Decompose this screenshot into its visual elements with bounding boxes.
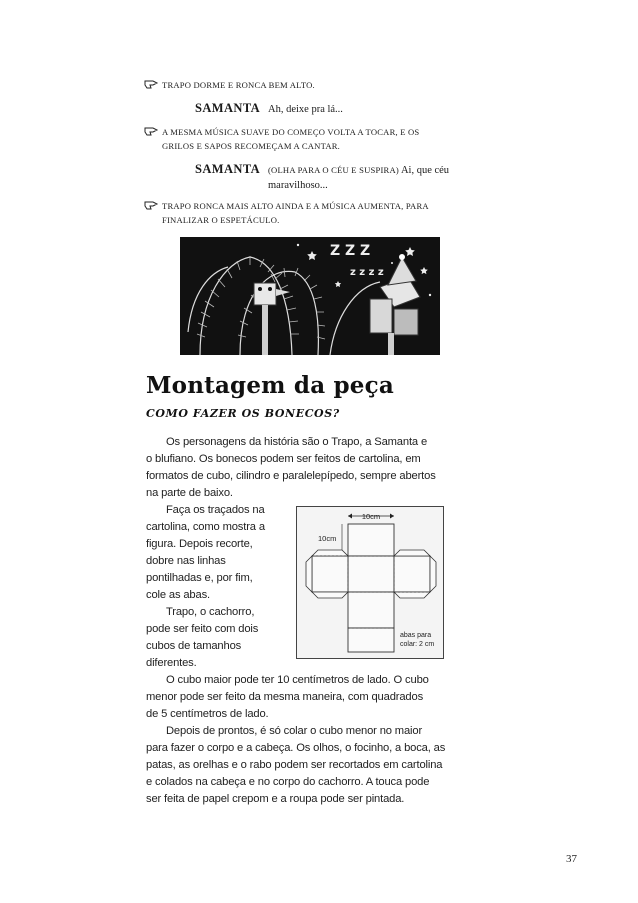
character-name: SAMANTA [195,162,261,176]
text-line: patas, as orelhas e o rabo podem ser recortados em cartolina [146,759,443,771]
text-line: e colados na cabeça e no corpo do cachorro. A touca pode [146,776,430,788]
section-subtitle: COMO FAZER OS BONECOS? [146,407,340,420]
stage-direction [162,125,419,153]
hand-pointer-icon [144,78,159,90]
text-line: formatos de cubo, cilindro e paralelepípedo, sempre abertos [146,470,436,482]
hand-pointer-icon [144,199,159,211]
stage-direction [162,78,315,92]
text-line: o blufiano. Os bonecos podem ser feitos de cartolina, em [146,453,421,465]
dialogue-text-part: maravilhoso... [268,180,328,191]
top-dimension-label: 10cm [361,512,381,521]
text-line: Faça os traçados na [166,504,265,516]
cube-net-diagram [296,506,444,659]
section-title: Montagem da peça [146,372,394,399]
dialogue-text: Ah, deixe pra lá... [268,104,343,115]
text-line: pontilhadas e, por fim, [146,572,253,584]
flap-note-line: colar: 2 cm [400,641,435,648]
text-line: ser feita de papel crepom e a roupa pode ser pintada. [146,793,405,805]
text-line: pode ser feito com dois [146,623,259,635]
text-line: cubos de tamanhos [146,640,242,652]
stage-direction-text: TRAPO RONCA MAIS ALTO AINDA E A MÚSICA AUMENTA, PARA [162,201,429,211]
svg-text:z z z z: z z z z [350,267,384,278]
paragraph [146,434,466,502]
stage-aside: (OLHA PARA O CÉU E SUSPIRA) [268,165,399,175]
text-line: Os personagens da história são o Trapo, a Samanta e [166,436,428,448]
text-line: na parte de baixo. [146,487,233,499]
flap-note-line: abas para [400,632,432,639]
dialogue-text [268,163,478,193]
text-line: cartolina, como mostra a [146,521,265,533]
stage-direction [162,199,429,227]
text-line: de 5 centímetros de lado. [146,708,269,720]
text-line: cole as abas. [146,589,210,601]
text-line: dobre nas linhas [146,555,226,567]
stage-direction-text: A MESMA MÚSICA SUAVE DO COMEÇO VOLTA A TOCAR, E OS [162,127,420,137]
side-dimension-label: 10cm [318,534,337,543]
paragraph [146,604,291,672]
paragraph [146,723,466,808]
text-line: O cubo maior pode ter 10 centímetros de lado. O cubo [166,674,429,686]
text-line: Trapo, o cachorro, [166,606,255,618]
zzz-text: Z Z Z [330,243,371,259]
text-line: menor pode ser feito da mesma maneira, com quadrados [146,691,424,703]
hand-pointer-icon [144,125,159,137]
text-line: Depois de prontos, é só colar o cubo menor no maior [166,725,423,737]
text-line: figura. Depois recorte, [146,538,253,550]
stage-direction-text: GRILOS E SAPOS RECOMEÇAM A CANTAR. [162,141,341,151]
paragraph [146,502,291,604]
page-number: 37 [566,853,577,865]
stage-direction-text: FINALIZAR O ESPETÁCULO. [162,215,280,225]
text-line: para fazer o corpo e a cabeça. Os olhos, o focinho, a boca, as [146,742,446,754]
text-line: diferentes. [146,657,197,669]
stage-direction-text: TRAPO DORME E RONCA BEM ALTO. [162,80,315,90]
character-name: SAMANTA [195,101,261,115]
paragraph [146,672,466,723]
sleeping-puppets-illustration [180,237,440,355]
dialogue-text-part: Ai, que céu [398,165,450,176]
